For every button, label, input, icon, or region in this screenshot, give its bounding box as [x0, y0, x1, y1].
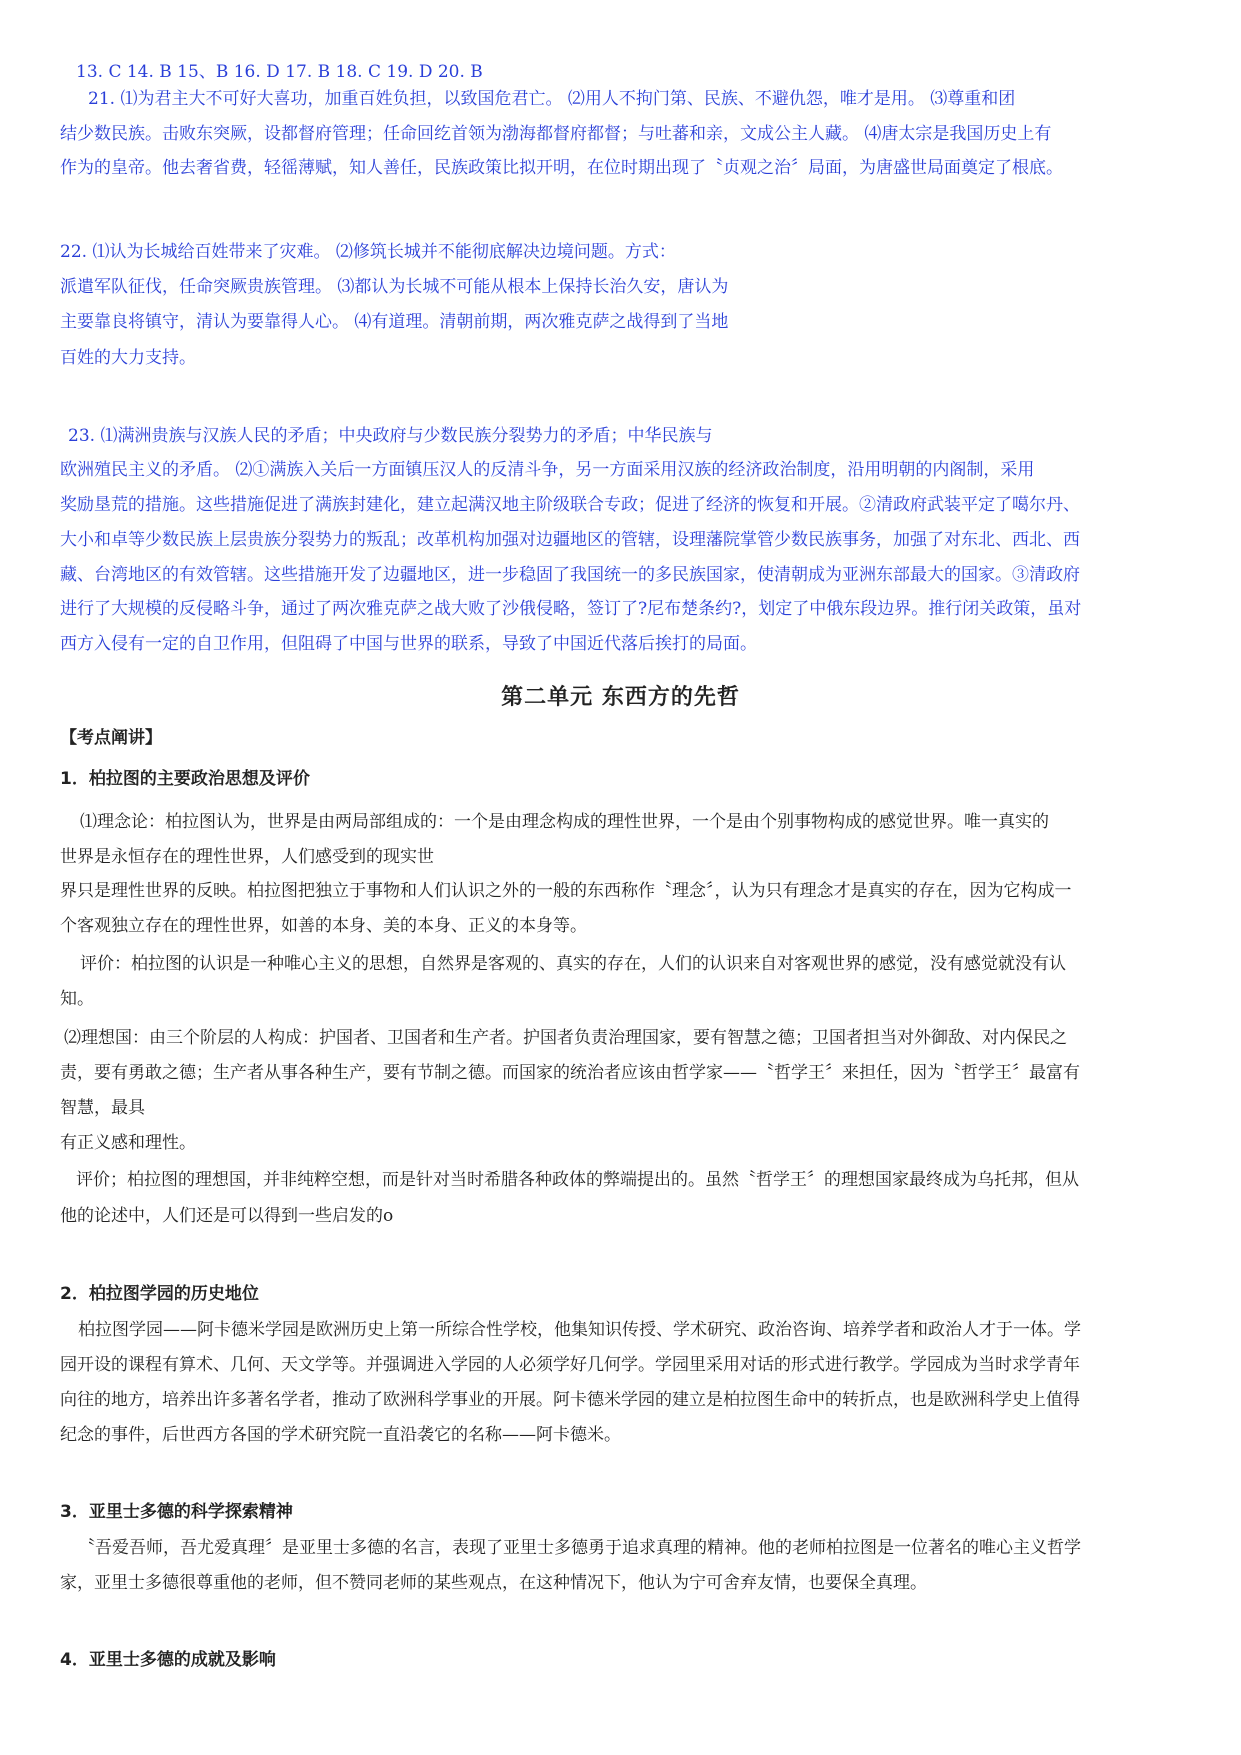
- topic-3-line-2: 家，亚里士多德很尊重他的老师，但不赞同老师的某些观点，在这种情况下，他认为宁可舍弃友情，也要保全真理。: [60, 1573, 927, 1593]
- q21-line-2: 结少数民族。击败东突厥，设都督府管理；任命回纥首领为渤海都督府都督；与吐蕃和亲，文成公主人藏。 ⑷唐太宗是我国历史上有: [60, 124, 1052, 144]
- topic-1-line-3: 界只是理性世界的反映。柏拉图把独立于事物和人们认识之外的一般的东西称作〝理念〞，认为只有理念才是真实的存在，因为它构成一: [60, 881, 1072, 901]
- q23-line-5: 藏、台湾地区的有效管辖。这些措施开发了边疆地区，进一步稳固了我国统一的多民族国家，使清朝成为亚洲东部最大的国家。③清政府: [60, 565, 1080, 585]
- topic-1-line-12: 他的论述中，人们还是可以得到一些启发的o: [60, 1206, 394, 1226]
- unit-title: 第二单元 东西方的先哲: [501, 685, 740, 710]
- topic-1-line-11: 评价；柏拉图的理想国，并非纯粹空想，而是针对当时希腊各种政体的弊端提出的。虽然〝哲学王〞的理想国家最终成为乌托邦，但从: [76, 1170, 1079, 1190]
- topic-1-line-10: 有正义感和理性。: [60, 1133, 196, 1153]
- topic-2-line-2: 园开设的课程有算术、几何、天文学等。并强调进入学园的人必须学好几何学。学园里采用对话的形式进行教学。学园成为当时求学青年: [60, 1355, 1080, 1375]
- topic-1-line-6: 知。: [60, 989, 94, 1009]
- topic-2-line-1: 柏拉图学园——阿卡德米学园是欧洲历史上第一所综合性学校，他集知识传授、学术研究、政治咨询、培养学者和政治人才于一体。学: [78, 1320, 1081, 1340]
- q21-line-1: 21. ⑴为君主大不可好大喜功，加重百姓负担，以致国危君亡。 ⑵用人不拘门第、民族、不避仇怨，唯才是用。 ⑶尊重和团: [88, 89, 1016, 109]
- topic-3-heading: 3．亚里士多德的科学探索精神: [60, 1502, 293, 1522]
- section-label: 【考点阐讲】: [60, 728, 162, 748]
- q22-line-2: 派遣军队征伐，任命突厥贵族管理。 ⑶都认为长城不可能从根本上保持长治久安，唐认为: [60, 277, 729, 297]
- q23-line-1: 23. ⑴满洲贵族与汉族人民的矛盾；中央政府与少数民族分裂势力的矛盾；中华民族与: [68, 426, 713, 446]
- topic-1-line-4: 个客观独立存在的理性世界，如善的本身、美的本身、正义的本身等。: [60, 916, 587, 936]
- topic-1-line-7: ⑵理想国：由三个阶层的人构成：护国者、卫国者和生产者。护国者负责治理国家，要有智慧之德；卫国者担当对外御敌、对内保民之: [64, 1028, 1067, 1048]
- topic-4-heading: 4．亚里士多德的成就及影响: [60, 1650, 276, 1670]
- mc-answers-line: 13. C 14. B 15、B 16. D 17. B 18. C 19. D 20. B: [76, 62, 483, 82]
- topic-1-line-5: 评价：柏拉图的认识是一种唯心主义的思想，自然界是客观的、真实的存在，人们的认识来自对客观世界的感觉，没有感觉就没有认: [80, 954, 1066, 974]
- q22-line-3: 主要靠良将镇守，清认为要靠得人心。 ⑷有道理。清朝前期，两次雅克萨之战得到了当地: [60, 312, 729, 332]
- q23-line-7: 西方入侵有一定的自卫作用，但阻碍了中国与世界的联系，导致了中国近代落后挨打的局面。: [60, 634, 757, 654]
- q21-line-3: 作为的皇帝。他去奢省费，轻徭薄赋，知人善任，民族政策比拟开明，在位时期出现了〝贞观之治〞局面，为唐盛世局面奠定了根底。: [60, 158, 1063, 178]
- q23-line-6: 进行了大规模的反侵略斗争，通过了两次雅克萨之战大败了沙俄侵略，签订了?尼布楚条约?，划定了中俄东段边界。推行闭关政策，虽对: [60, 599, 1082, 619]
- q22-line-4: 百姓的大力支持。: [60, 348, 196, 368]
- topic-3-line-1: 〝吾爱吾师，吾尤爱真理〞是亚里士多德的名言，表现了亚里士多德勇于追求真理的精神。他的老师柏拉图是一位著名的唯心主义哲学: [78, 1538, 1081, 1558]
- q23-line-3: 奖励垦荒的措施。这些措施促进了满族封建化，建立起满汉地主阶级联合专政；促进了经济的恢复和开展。②清政府武装平定了噶尔丹、: [60, 495, 1080, 515]
- q23-line-4: 大小和卓等少数民族上层贵族分裂势力的叛乱；改革机构加强对边疆地区的管辖，设理藩院掌管少数民族事务，加强了对东北、西北、西: [60, 530, 1080, 550]
- topic-1-line-8: 责，要有勇敢之德；生产者从事各种生产，要有节制之德。而国家的统治者应该由哲学家——〝哲学王〞来担任，因为〝哲学王〞最富有: [60, 1063, 1080, 1083]
- topic-2-line-4: 纪念的事件，后世西方各国的学术研究院一直沿袭它的名称——阿卡德米。: [60, 1425, 621, 1445]
- topic-1-line-2: 世界是永恒存在的理性世界，人们感受到的现实世: [60, 847, 434, 867]
- topic-2-heading: 2．柏拉图学园的历史地位: [60, 1284, 259, 1304]
- q22-line-1: 22. ⑴认为长城给百姓带来了灾难。 ⑵修筑长城并不能彻底解决边境问题。方式：: [60, 242, 676, 262]
- topic-1-line-1: ⑴理念论：柏拉图认为，世界是由两局部组成的：一个是由理念构成的理性世界，一个是由个别事物构成的感觉世界。唯一真实的: [80, 812, 1049, 832]
- topic-1-heading: 1．柏拉图的主要政治思想及评价: [60, 769, 310, 789]
- q23-line-2: 欧洲殖民主义的矛盾。 ⑵①满族入关后一方面镇压汉人的反清斗争，另一方面采用汉族的经济政治制度，沿用明朝的内阁制，采用: [60, 460, 1035, 480]
- topic-1-line-9: 智慧，最具: [60, 1098, 145, 1118]
- topic-2-line-3: 向往的地方，培养出许多著名学者，推动了欧洲科学事业的开展。阿卡德米学园的建立是柏拉图生命中的转折点，也是欧洲科学史上值得: [60, 1390, 1080, 1410]
